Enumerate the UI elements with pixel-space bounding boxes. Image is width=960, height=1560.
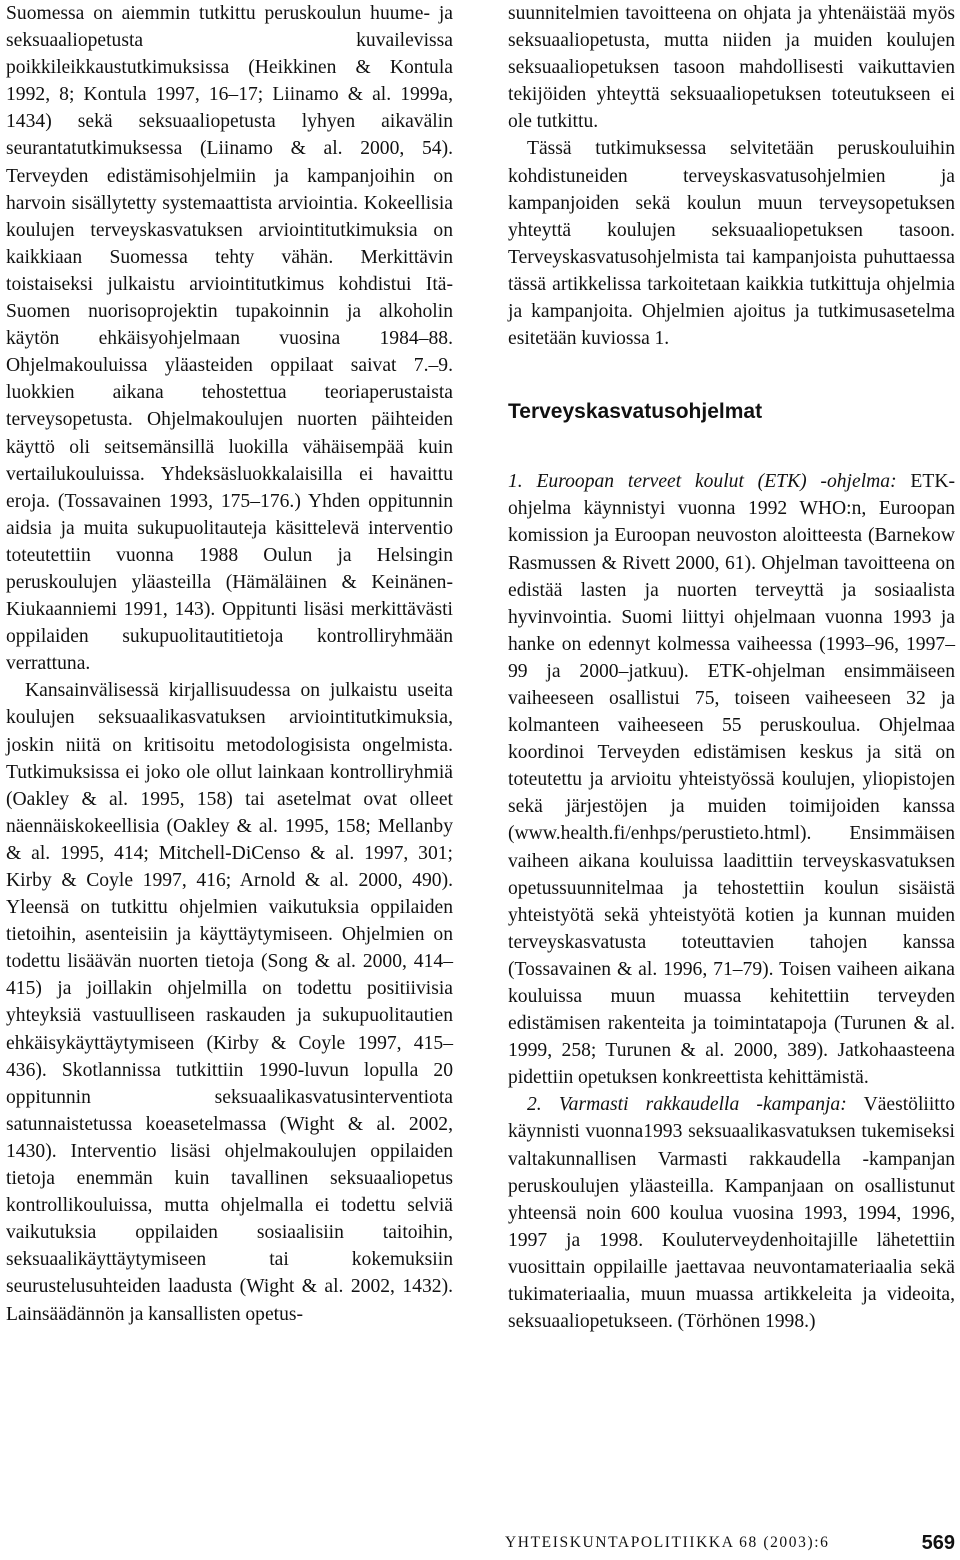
item-body: Väestöliitto käynnisti vuonna1993 seksuaalikasvatuksen tukemiseksi valtakunnallisen Varmasti rakkaudella -kampanjan peruskoulujen yläasteilla. Kampanjaan on osallistunut yhteensä noin 600 koulua vuosina 1993, 1994, 1996, 1997 ja 1998. Kouluterveydenhoitajille lähetettiin vuosittain oppilaille jaettavaa neuvontamateriaalia sekä tukimateriaalia, muun muassa artikkeleita ja videoita, seksuaaliopetukseen. (Törhönen 1998.) [508,1094,955,1333]
right-column [508,0,955,1335]
page-footer [505,1531,955,1555]
paragraph: Tässä tutkimuksessa selvitetään peruskouluihin kohdistuneiden terveyskasvatusohjelmien ja kampanjoiden sekä koulun muun terveysopetuksen yhteyttä koulujen seksuaaliopetuksen tasoon. Terveyskasvatusohjelmista tai kampanjoista puhuttaessa tässä artikkelissa tarkoitetaan kaikkia tutkittuja ohjelmia ja kampanjoita. Ohjelmien ajoitus ja tutkimusasetelma esitetään kuviossa 1. [508,138,955,350]
paragraph [508,1091,955,1335]
section-heading: Terveyskasvatusohjelmat [508,400,763,424]
paragraph: suunnitelmien tavoitteena on ohjata ja yhtenäistää myös seksuaaliopetusta, mutta niiden ja muiden koulujen seksuaaliopetuksen tasoon mahdollisesti vaikuttavien tekijöiden yhteyttä seksuaaliopetuksen toteutukseen ei ole tutkittu. [508,3,955,133]
paragraph: Suomessa on aiemmin tutkittu peruskoulun huume- ja seksuaaliopetusta kuvailevissa poikkileikkaustutkimuksissa (Heikkinen & Kontula 1992, 8; Kontula 1997, 16–17; Liinamo & al. 1999a, 1434) sekä seksuaaliopetusta lyhyen aikavälin seurantatutkimuksessa (Liinamo & al. 2000, 54). Terveyden edistämisohjelmiin ja kampanjoihin on harvoin sisällytetty systemaattista arviointia. Kokeellisia koulujen terveyskasvatuksen arviointitutkimuksia on kaikkiaan Suomessa tehty vähän. Merkittävin toistaiseksi julkaistu arviointitutkimus kohdistui Itä-Suomen nuorisoprojektin tupakoinnin ja alkoholin käytön ehkäisyohjelmaan vuosina 1984–88. Ohjelmakouluissa yläasteiden oppilaat saivat 7.–9. luokkien aikana tehostettua teoriaperustaista terveysopetusta. Ohjelmakoulujen nuorten päihteiden käyttö oli seitsemänsillä luokilla vähäisempää kuin vertailukouluissa. Yhdeksäsluokkalaisilla ei havaittu eroja. (Tossavainen 1993, 175–176.) Yhden oppitunnin aidsia ja muita sukupuolitauteja käsittelevä interventio toteutettiin vuonna 1988 Oulun ja Helsingin peruskoulujen yläasteilla (Hämäläinen & Keinänen-Kiukaanniemi 1991, 143). Oppitunti lisäsi merkittävästi oppilaiden sukupuolitautitietoja kontrolliryhmään verrattuna. [6,3,453,675]
item-lead: 2. Varmasti rakkaudella -kampanja: [527,1094,847,1116]
left-column [6,0,453,1328]
page-number: 569 [921,1531,955,1554]
paragraph: Kansainvälisessä kirjallisuudessa on julkaistu useita koulujen seksuaalikasvatuksen arviointitutkimuksia, joskin niitä on kritisoitu metodologisista ongelmista. Tutkimuksissa ei joko ole ollut lainkaan kontrolliryhmiä (Oakley & al. 1995, 158) tai asetelmat ovat olleet näennäiskokeellisia (Oakley & al. 1995, 158; Mellanby & al. 1995, 414; Mitchell-DiCenso & al. 1997, 301; Kirby & Coyle 1997, 416; Arnold & al. 2000, 490). Yleensä on tutkittu ohjelmien vaikutuksia oppilaiden tietoihin, asenteisiin ja käyttäytymiseen. Ohjelmien on todettu lisäävän nuorten tietoja (Song & al. 2000, 414–415) ja joillakin ohjelmilla on todettu positiivisia yhteyksiä vastuulliseen raskauden ja sukupuolitautien ehkäisykäyttäytymiseen (Kirby & Coyle 1997, 415–436). Skotlannissa tutkittiin 1990-luvun lopulla 20 oppitunnin seksuaalikasvatusinterventiota satunnaistetussa koeasetelmassa (Wight & al. 2002, 1430). Interventio lisäsi ohjelmakoulujen oppilaiden tietoja enemmän kuin tavallinen seksuaaliopetus kontrollikouluissa, mutta ohjelmalla ei todettu selviä vaikutuksia oppilaiden sosiaalisiin taitoihin, seksuaalikäyttäytymiseen tai kokemuksiin seurustelusuhteiden laadusta (Wight & al. 2002, 1432). Lainsäädännön ja kansallisten opetus- [6,680,453,1325]
item-lead: 1. Euroopan terveet koulut (ETK) -ohjelma: [508,471,897,493]
item-body: ETK-ohjelma käynnistyi vuonna 1992 WHO:n, Euroopan komission ja Euroopan neuvoston aloitteesta (Barnekow Rasmussen & Rivett 2000, 61). Ohjelman tavoitteena on edistää lasten ja nuorten terveyttä ja sosiaalista hyvinvointia. Suomi liittyi ohjelmaan vuonna 1993 ja hanke on edennyt kolmessa vaiheessa (1993–96, 1997–99 ja 2000–jatkuu). ETK-ohjelman ensimmäiseen vaiheeseen osallistui 75, toiseen vaiheeseen 32 ja kolmanteen vaiheeseen 55 peruskoulua. Ohjelmaa koordinoi Terveyden edistämisen keskus ja sitä on toteutettu ja arvioitu yhteistyössä koulujen, yliopistojen sekä järjestöjen ja muiden toimijoiden kanssa (www.health.fi/enhps/perustieto.html). Ensimmäisen vaiheen aikana kouluissa laadittiin terveyskasvatuksen opetussuunnitelmaa ja tehostettiin koulun sisäistä yhteistyötä sekä yhteistyötä kotien ja kunnan muiden terveyskasvatusta toteuttavien tahojen kanssa (Tossavainen & al. 1996, 71–79). Toisen vaiheen aikana kouluissa muun muassa kehitettiin terveyden edistämisen rakenteita ja toimintatapoja (Turunen & al. 1999, 258; Turunen & al. 2000, 389). Jatkohaasteena pidettiin opetuksen konkreettista kehittämistä. [508,471,955,1089]
journal-name: YHTEISKUNTAPOLITIIKKA 68 (2003):6 [505,1534,830,1551]
paragraph [508,468,955,1091]
